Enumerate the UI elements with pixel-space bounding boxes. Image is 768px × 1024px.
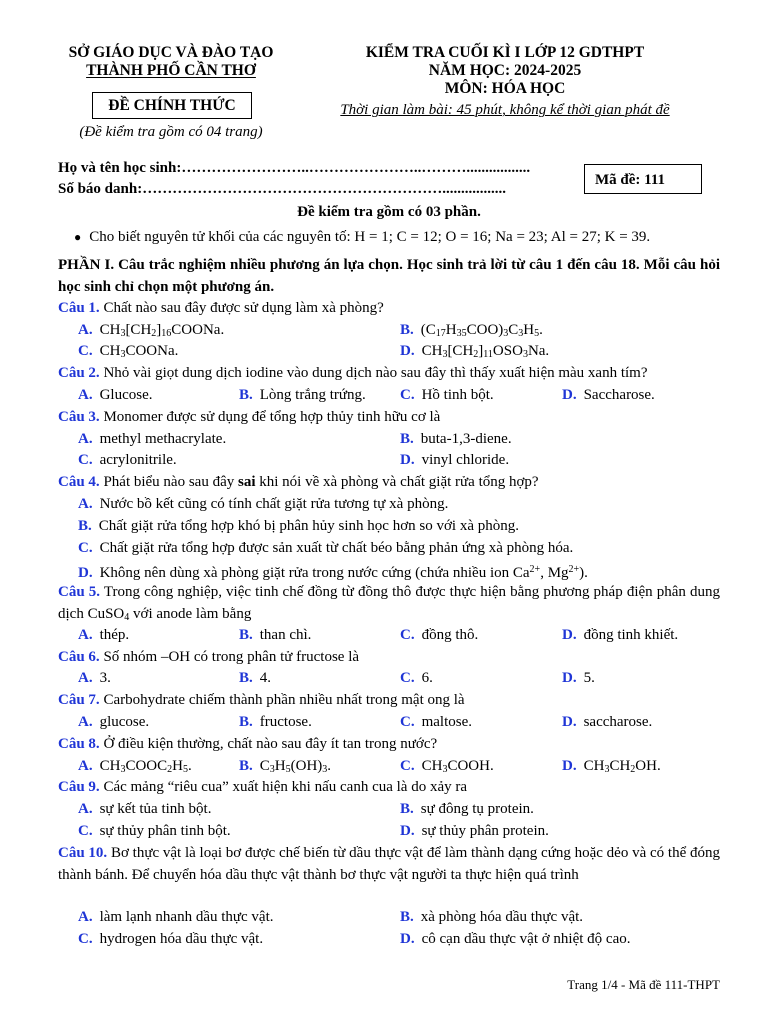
- q9-option-d[interactable]: D. sự thủy phân protein.: [400, 823, 549, 839]
- question-3: Câu 3. Monomer được sử dụng để tổng hợp thủy tinh hữu cơ là: [58, 409, 441, 425]
- q3-option-b[interactable]: B. buta-1,3-diene.: [400, 431, 512, 447]
- q2-option-b[interactable]: B. Lòng trắng trứng.: [239, 387, 366, 403]
- q6-option-a[interactable]: A. 3.: [78, 670, 111, 686]
- q5-option-d[interactable]: D. đồng tinh khiết.: [562, 627, 679, 643]
- question-1: Câu 1. Chất nào sau đây được sử dụng làm xà phòng?: [58, 300, 384, 316]
- student-name-field: Họ và tên học sinh:……………………..…………………..……….................: [58, 160, 531, 176]
- q2-option-c[interactable]: C. Hồ tinh bột.: [400, 387, 494, 403]
- q5-option-a[interactable]: A. thép.: [78, 627, 130, 643]
- q7-option-c[interactable]: C. maltose.: [400, 714, 472, 730]
- question-8: Câu 8. Ở điều kiện thường, chất nào sau đây ít tan trong nước?: [58, 736, 438, 752]
- q9-option-c[interactable]: C. sự thủy phân tinh bột.: [78, 823, 231, 839]
- q3-option-c[interactable]: C. acrylonitrile.: [78, 452, 177, 468]
- question-10: Câu 10. Bơ thực vật là loại bơ được chế biến từ dầu thực vật để làm thành dạng cứng hoặc dẻo và có thể đóng thành bánh. Để chuyển hóa dầu thực vật thành bơ thực vật người ta thực hiện quá trình: [58, 845, 720, 883]
- q2-option-d[interactable]: D. Saccharose.: [562, 387, 655, 403]
- question-9: Câu 9. Các mảng “riêu cua” xuất hiện khi nấu canh cua là do xảy ra: [58, 779, 468, 795]
- exam-title: KIỂM TRA CUỐI KÌ I LỚP 12 GDTHPT: [365, 44, 645, 61]
- q10-option-c[interactable]: C. hydrogen hóa dầu thực vật.: [78, 931, 264, 947]
- q7-option-a[interactable]: A. glucose.: [78, 714, 150, 730]
- bullet-icon: ●: [74, 230, 82, 244]
- q10-option-d[interactable]: D. cô cạn dầu thực vật ở nhiệt độ cao.: [400, 931, 631, 947]
- q1-option-d[interactable]: D. $CH_3[CH_2]_{11}OSO_3Na$.: [400, 343, 550, 360]
- city-name: THÀNH PHỐ CẦN THƠ: [86, 62, 256, 79]
- parts-note: Đề kiểm tra gồm có 03 phần.: [297, 204, 481, 220]
- q8-option-a[interactable]: A. $CH_3COOC_2H_5$.: [78, 758, 192, 775]
- q4-option-c[interactable]: C. Chất giặt rửa tổng hợp được sản xuất từ chất béo bằng phản ứng xà phòng hóa.: [78, 540, 574, 556]
- q6-option-c[interactable]: C. 6.: [400, 670, 433, 686]
- q5-option-c[interactable]: C. đồng thô.: [400, 627, 479, 643]
- q10-option-a[interactable]: A. làm lạnh nhanh dầu thực vật.: [78, 909, 274, 925]
- q7-option-b[interactable]: B. fructose.: [239, 714, 312, 730]
- q9-option-a[interactable]: A. sự kết tủa tinh bột.: [78, 801, 212, 817]
- q2-option-a[interactable]: A. Glucose.: [78, 387, 153, 403]
- q7-option-d[interactable]: D. saccharose.: [562, 714, 653, 730]
- q1-option-b[interactable]: B. $(C_{17}H_{35}COO)_3C_3H_5$.: [400, 322, 543, 339]
- atomic-mass-note: ● Cho biết nguyên tử khối của các nguyên tố: H = 1; C = 12; O = 16; Na = 23; Al = 27; K = 39.: [74, 229, 651, 245]
- q9-option-b[interactable]: B. sự đông tụ protein.: [400, 801, 534, 817]
- q6-option-b[interactable]: B. 4.: [239, 670, 272, 686]
- subject: MÔN: HÓA HỌC: [444, 80, 566, 97]
- part1-title: PHẦN I. Câu trắc nghiệm nhiều phương án lựa chọn. Học sinh trả lời từ câu 1 đến câu 18. Mỗi câu hỏi học sinh chỉ chọn một phương án.: [58, 257, 720, 295]
- q4-option-a[interactable]: A. Nước bồ kết cũng có tính chất giặt rửa tương tự xà phòng.: [78, 496, 449, 512]
- exam-time: Thời gian làm bài: 45 phút, không kể thời gian phát đề: [340, 102, 670, 118]
- q10-option-b[interactable]: B. xà phòng hóa dầu thực vật.: [400, 909, 584, 925]
- question-5: Câu 5. Trong công nghiệp, việc tinh chế đồng từ đồng thô được thực hiện bằng phương pháp điện phân dung dịch CuSO$_4$ với anode làm bằng: [58, 584, 720, 623]
- exam-header: [305, 44, 705, 120]
- official-exam-box: ĐỀ CHÍNH THỨC: [92, 92, 252, 119]
- page-footer: Trang 1/4 - Mã đề 111-THPT: [567, 977, 720, 992]
- q8-option-c[interactable]: C. $CH_3COOH$.: [400, 758, 494, 775]
- exam-code-box: Mã đề: 111: [584, 164, 702, 194]
- question-7: Câu 7. Carbohydrate chiếm thành phần nhiều nhất trong mật ong là: [58, 692, 465, 708]
- department-name: SỞ GIÁO DỤC VÀ ĐÀO TẠO: [68, 44, 274, 61]
- q4-option-d[interactable]: D. Không nên dùng xà phòng giặt rửa trong nước cứng (chứa nhiều ion $Ca^{2+}$, $Mg^{2+}$).: [78, 564, 588, 581]
- pages-note: (Đề kiểm tra gồm có 04 trang): [79, 124, 263, 140]
- question-6: Câu 6. Số nhóm –OH có trong phân tử fructose là: [58, 649, 360, 665]
- school-header: [58, 44, 284, 80]
- q8-option-b[interactable]: B. $C_3H_5(OH)_3$.: [239, 758, 332, 775]
- q6-option-d[interactable]: D. 5.: [562, 670, 595, 686]
- question-2: Câu 2. Nhỏ vài giọt dung dịch iodine vào dung dịch nào sau đây thì thấy xuất hiện màu xanh tím?: [58, 365, 648, 381]
- q1-option-c[interactable]: C. $CH_3COONa$.: [78, 343, 179, 360]
- q3-option-d[interactable]: D. vinyl chloride.: [400, 452, 510, 468]
- student-id-field: Số báo danh:…………………………………………………….................: [58, 181, 506, 197]
- q5-option-b[interactable]: B. than chì.: [239, 627, 312, 643]
- q1-option-a[interactable]: A. $CH_3[CH_2]_{16}COONa$.: [78, 322, 225, 339]
- q8-option-d[interactable]: D. $CH_3CH_2OH$.: [562, 758, 661, 775]
- q3-option-a[interactable]: A. methyl methacrylate.: [78, 431, 227, 447]
- q4-option-b[interactable]: B. Chất giặt rửa tổng hợp khó bị phân hủy sinh học hơn so với xà phòng.: [78, 518, 519, 534]
- school-year: NĂM HỌC: 2024-2025: [428, 62, 582, 79]
- question-4: Câu 4. Phát biểu nào sau đây sai khi nói về xà phòng và chất giặt rửa tổng hợp?: [58, 474, 539, 490]
